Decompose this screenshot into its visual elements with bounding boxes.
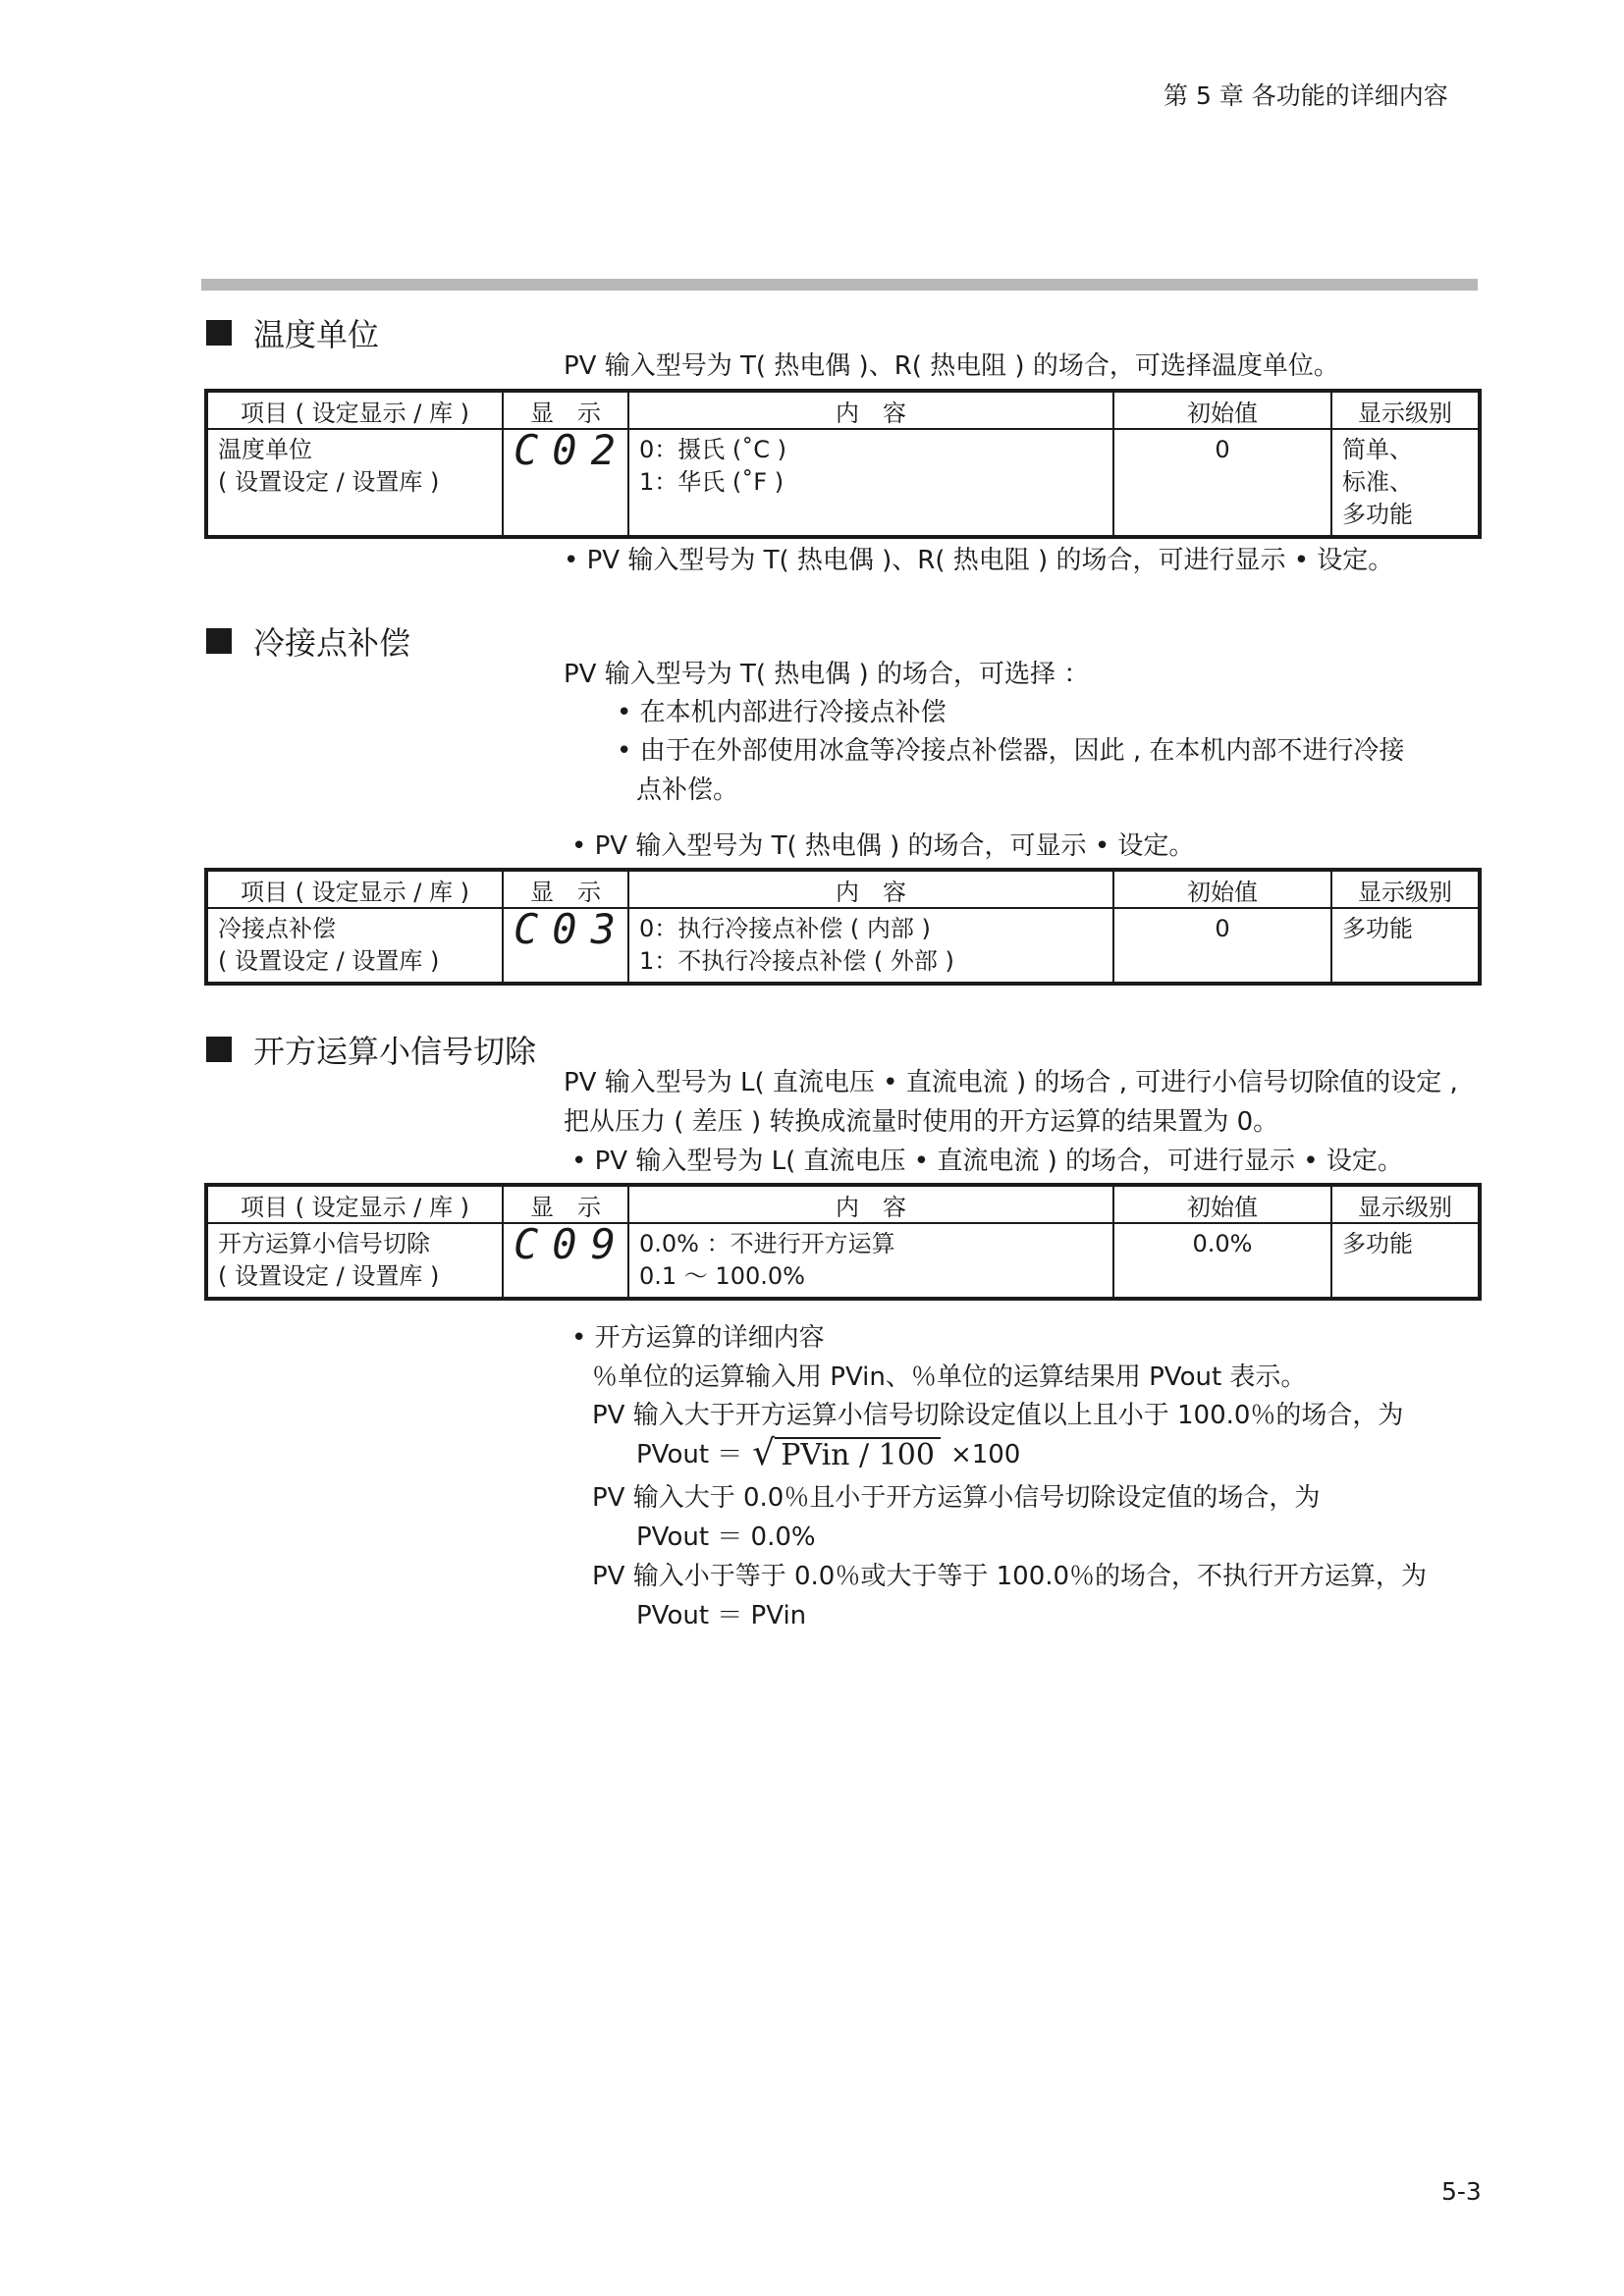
section-intro: 把从压力 ( 差压 ) 转换成流量时使用的开方运算的结果置为 0。 [564,1107,1279,1137]
section-note: • PV 输入型号为 T( 热电偶 )、R( 热电阻 ) 的场合，可进行显示 • 设定。 [564,546,1394,575]
detail-result: PVout ＝ PVin [636,1601,807,1630]
header-content: 内 容 [628,1185,1113,1223]
section-title: 开方运算小信号切除 [253,1033,537,1070]
header-content: 内 容 [628,870,1113,908]
detail-title: • 开方运算的详细内容 [571,1323,825,1353]
table-row [206,1223,1480,1299]
header-item: 项目 ( 设定显示 / 库 ) [206,391,503,429]
section-heading-sqrt-cutoff [206,1027,536,1072]
table-header-row [206,870,1480,908]
section-heading-cjc [206,618,410,664]
formula-rhs: ×100 [949,1440,1021,1469]
bullet-item: • 在本机内部进行冷接点补偿 [617,698,947,727]
cell-initial: 0 [1113,429,1331,537]
cell-level: 多功能 [1331,908,1480,984]
table-header-row [206,1185,1480,1223]
cell-level: 简单、 标准、 多功能 [1331,429,1480,537]
formula-lhs: PVout ＝ [636,1440,743,1469]
param-table-temp-unit [204,389,1482,539]
cell-item: 冷接点补偿 ( 设置设定 / 设置库 ) [206,908,503,984]
table-row [206,429,1480,537]
bullet-item-continued: 点补偿。 [636,775,739,805]
section-title: 冷接点补偿 [253,624,411,662]
header-display: 显 示 [503,870,628,908]
section-title: 温度单位 [253,316,380,353]
header-level: 显示级别 [1331,1185,1480,1223]
section-heading-temp-unit [206,310,379,355]
detail-line: PV 输入大于 0.0％且小于开方运算小信号切除设定值的场合，为 [592,1483,1321,1513]
cell-content: 0：摄氏 (˚C ) 1：华氏 (˚F ) [628,429,1113,537]
header-initial: 初始值 [1113,1185,1331,1223]
header-level: 显示级别 [1331,391,1480,429]
detail-line: ％单位的运算输入用 PVin、％单位的运算结果用 PVout 表示。 [592,1362,1307,1392]
header-initial: 初始值 [1113,870,1331,908]
section-note: • PV 输入型号为 L( 直流电压 • 直流电流 ) 的场合，可进行显示 • 设定。 [571,1147,1403,1176]
detail-line: PV 输入小于等于 0.0％或大于等于 100.0％的场合，不执行开方运算，为 [592,1562,1428,1591]
sqrt-formula [636,1433,1021,1473]
square-bullet-icon [206,1037,232,1062]
section-intro: PV 输入型号为 L( 直流电压 • 直流电流 ) 的场合 , 可进行小信号切除值的设定 , [564,1068,1458,1097]
param-table-cjc [204,868,1482,986]
cell-item: 开方运算小信号切除 ( 设置设定 / 设置库 ) [206,1223,503,1299]
cell-content: 0：执行冷接点补偿 ( 内部 ) 1：不执行冷接点补偿 ( 外部 ) [628,908,1113,984]
section-intro: PV 输入型号为 T( 热电偶 ) 的场合，可选择 ： [564,660,1090,689]
segment-display-code: C09 [503,1223,628,1299]
section-intro: PV 输入型号为 T( 热电偶 )、R( 热电阻 ) 的场合，可选择温度单位。 [564,351,1339,381]
radicand: PVin / 100 [775,1437,941,1472]
segment-display-code: C03 [503,908,628,984]
header-display: 显 示 [503,1185,628,1223]
header-item: 项目 ( 设定显示 / 库 ) [206,870,503,908]
header-content: 内 容 [628,391,1113,429]
square-bullet-icon [206,628,232,654]
header-display: 显 示 [503,391,628,429]
chapter-title: 第 5 章 各功能的详细内容 [1164,81,1448,110]
square-root-expression [752,1433,941,1473]
cell-initial: 0.0% [1113,1223,1331,1299]
cell-level: 多功能 [1331,1223,1480,1299]
square-bullet-icon [206,320,232,346]
param-table-sqrt [204,1183,1482,1301]
detail-result: PVout ＝ 0.0% [636,1522,816,1552]
header-item: 项目 ( 设定显示 / 库 ) [206,1185,503,1223]
detail-line: PV 输入大于开方运算小信号切除设定值以上且小于 100.0％的场合，为 [592,1401,1404,1430]
cell-initial: 0 [1113,908,1331,984]
section-note: • PV 输入型号为 T( 热电偶 ) 的场合，可显示 • 设定。 [571,831,1195,861]
section-rule [201,279,1478,291]
header-level: 显示级别 [1331,870,1480,908]
cell-content: 0.0% ：不进行开方运算 0.1 ～ 100.0% [628,1223,1113,1299]
header-initial: 初始值 [1113,391,1331,429]
bullet-item: • 由于在外部使用冰盒等冷接点补偿器，因此 , 在本机内部不进行冷接 [617,736,1405,766]
page-number: 5-3 [1441,2177,1482,2206]
cell-item: 温度单位 ( 设置设定 / 设置库 ) [206,429,503,537]
radical-sign-icon: √ [752,1433,776,1473]
table-header-row [206,391,1480,429]
table-row [206,908,1480,984]
segment-display-code: C02 [503,429,628,537]
